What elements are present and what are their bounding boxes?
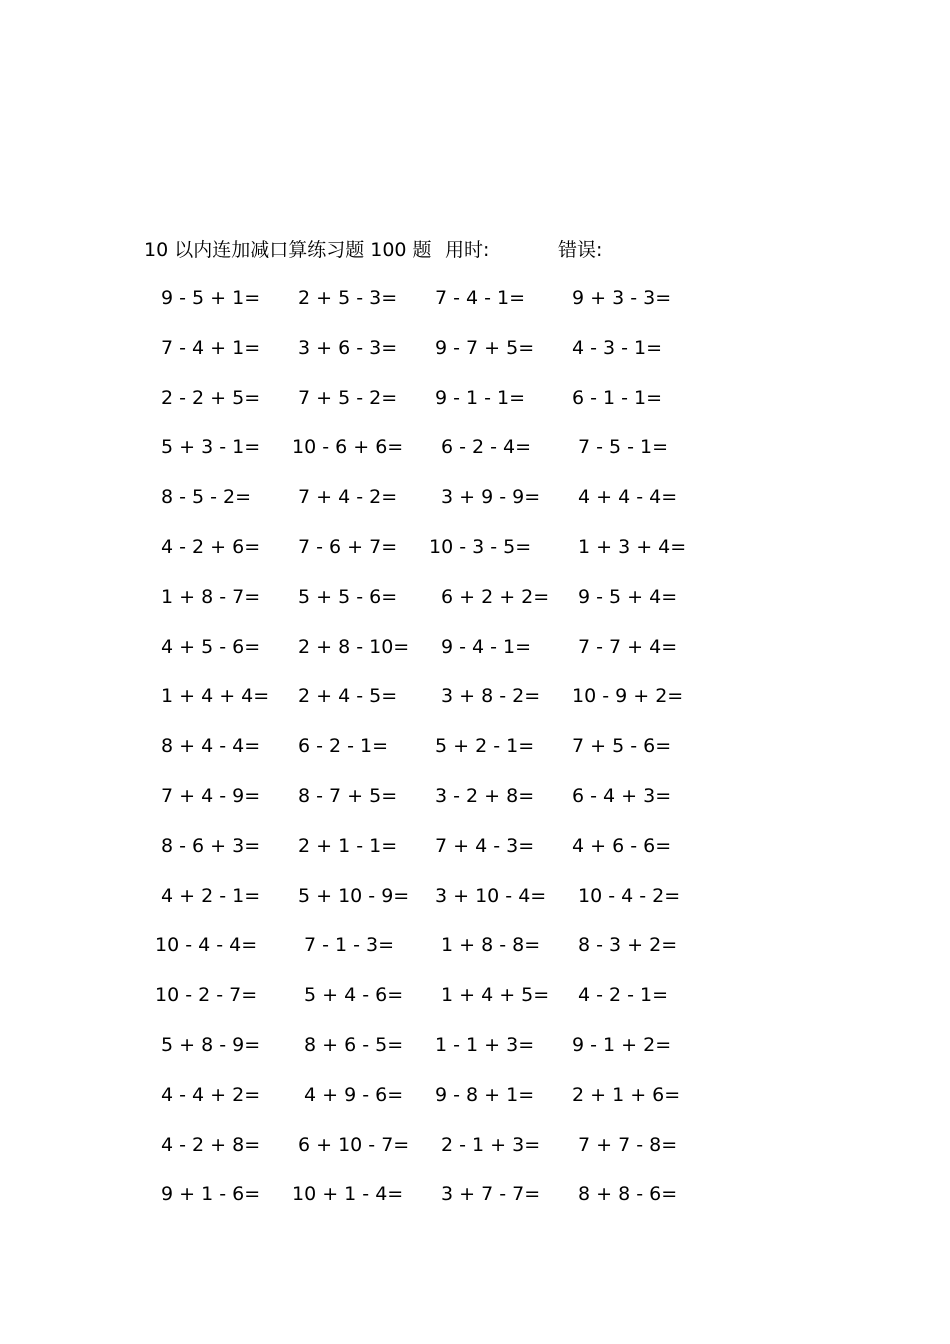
problem-row <box>0 384 950 434</box>
math-problem: 9 - 8 + 1= <box>435 1083 535 1106</box>
math-problem: 10 - 2 - 7= <box>155 984 258 1007</box>
math-problem: 7 + 4 - 3= <box>435 834 535 857</box>
math-problem: 7 - 7 + 4= <box>578 635 678 658</box>
math-problem: 8 - 6 + 3= <box>161 834 261 857</box>
math-problem: 9 - 7 + 5= <box>435 336 535 359</box>
math-problem: 4 - 2 - 1= <box>578 984 669 1007</box>
math-problem: 4 + 5 - 6= <box>161 635 261 658</box>
math-problem: 1 + 3 + 4= <box>578 535 687 558</box>
math-problem: 2 + 8 - 10= <box>298 635 410 658</box>
math-problem: 4 - 3 - 1= <box>572 336 663 359</box>
math-problem: 10 - 6 + 6= <box>292 436 404 459</box>
time-label: 用时: <box>445 239 490 261</box>
problem-row <box>0 334 950 384</box>
math-problem: 9 + 3 - 3= <box>572 287 672 309</box>
problem-row <box>0 981 950 1031</box>
math-problem: 3 + 9 - 9= <box>441 486 541 509</box>
problem-row <box>0 832 950 882</box>
math-problem: 6 + 2 + 2= <box>441 585 550 608</box>
problem-grid <box>0 284 950 1230</box>
problem-row <box>0 583 950 633</box>
math-problem: 8 + 8 - 6= <box>578 1183 678 1206</box>
math-problem: 5 + 5 - 6= <box>298 585 398 608</box>
math-problem: 5 + 8 - 9= <box>161 1033 261 1056</box>
math-problem: 7 - 5 - 1= <box>578 436 669 459</box>
math-problem: 1 + 8 - 8= <box>441 934 541 957</box>
math-problem: 6 - 2 - 4= <box>441 436 532 459</box>
math-problem: 9 - 1 + 2= <box>572 1033 672 1056</box>
math-problem: 8 - 3 + 2= <box>578 934 678 957</box>
math-problem: 8 - 5 - 2= <box>161 486 252 509</box>
math-problem: 7 + 4 - 2= <box>298 486 398 509</box>
worksheet-title: 10 以内连加减口算练习题 100 题 <box>144 239 432 261</box>
math-problem: 1 + 4 + 4= <box>161 685 270 708</box>
problem-row <box>0 483 950 533</box>
math-problem: 4 + 2 - 1= <box>161 884 261 907</box>
math-problem: 2 + 1 + 6= <box>572 1083 681 1106</box>
math-problem: 7 + 7 - 8= <box>578 1133 678 1156</box>
math-problem: 9 - 4 - 1= <box>441 635 532 658</box>
math-problem: 7 - 4 - 1= <box>435 287 526 309</box>
math-problem: 2 + 1 - 1= <box>298 834 398 857</box>
problem-row <box>0 533 950 583</box>
math-problem: 10 - 4 - 2= <box>578 884 681 907</box>
math-problem: 6 - 2 - 1= <box>298 735 389 758</box>
math-problem: 1 - 1 + 3= <box>435 1033 535 1056</box>
problem-row <box>0 1131 950 1181</box>
math-problem: 7 - 4 + 1= <box>161 336 261 359</box>
math-problem: 4 + 9 - 6= <box>304 1083 404 1106</box>
math-problem: 5 + 4 - 6= <box>304 984 404 1007</box>
math-problem: 7 - 1 - 3= <box>304 934 395 957</box>
problem-row <box>0 433 950 483</box>
math-problem: 10 + 1 - 4= <box>292 1183 404 1206</box>
math-problem: 2 - 1 + 3= <box>441 1133 541 1156</box>
problem-row <box>0 284 950 334</box>
math-problem: 2 - 2 + 5= <box>161 386 261 409</box>
math-problem: 7 + 4 - 9= <box>161 784 261 807</box>
math-problem: 10 - 3 - 5= <box>429 535 532 558</box>
problem-row <box>0 633 950 683</box>
math-problem: 10 - 4 - 4= <box>155 934 258 957</box>
math-problem: 7 - 6 + 7= <box>298 535 398 558</box>
problem-row <box>0 782 950 832</box>
problem-row <box>0 1031 950 1081</box>
math-problem: 8 + 6 - 5= <box>304 1033 404 1056</box>
math-problem: 1 + 4 + 5= <box>441 984 550 1007</box>
error-label: 错误: <box>558 239 603 261</box>
math-problem: 4 + 6 - 6= <box>572 834 672 857</box>
math-problem: 9 - 5 + 4= <box>578 585 678 608</box>
math-problem: 3 + 10 - 4= <box>435 884 547 907</box>
math-problem: 4 - 2 + 8= <box>161 1133 261 1156</box>
math-problem: 2 + 5 - 3= <box>298 287 398 309</box>
math-problem: 4 + 4 - 4= <box>578 486 678 509</box>
math-problem: 4 - 2 + 6= <box>161 535 261 558</box>
math-problem: 6 - 1 - 1= <box>572 386 663 409</box>
worksheet-header <box>0 236 950 264</box>
problem-row <box>0 732 950 782</box>
math-problem: 9 + 1 - 6= <box>161 1183 261 1206</box>
math-problem: 7 + 5 - 6= <box>572 735 672 758</box>
problem-row <box>0 1081 950 1131</box>
math-problem: 9 - 5 + 1= <box>161 287 261 309</box>
math-problem: 10 - 9 + 2= <box>572 685 684 708</box>
math-problem: 5 + 10 - 9= <box>298 884 410 907</box>
math-problem: 6 - 4 + 3= <box>572 784 672 807</box>
math-problem: 2 + 4 - 5= <box>298 685 398 708</box>
math-problem: 5 + 2 - 1= <box>435 735 535 758</box>
math-problem: 3 - 2 + 8= <box>435 784 535 807</box>
math-problem: 8 + 4 - 4= <box>161 735 261 758</box>
math-problem: 1 + 8 - 7= <box>161 585 261 608</box>
math-problem: 3 + 8 - 2= <box>441 685 541 708</box>
math-problem: 4 - 4 + 2= <box>161 1083 261 1106</box>
problem-row <box>0 882 950 932</box>
math-problem: 7 + 5 - 2= <box>298 386 398 409</box>
problem-row <box>0 931 950 981</box>
math-problem: 3 + 6 - 3= <box>298 336 398 359</box>
problem-row <box>0 1180 950 1230</box>
problem-row <box>0 682 950 732</box>
math-problem: 6 + 10 - 7= <box>298 1133 410 1156</box>
math-problem: 3 + 7 - 7= <box>441 1183 541 1206</box>
math-problem: 9 - 1 - 1= <box>435 386 526 409</box>
math-problem: 8 - 7 + 5= <box>298 784 398 807</box>
math-problem: 5 + 3 - 1= <box>161 436 261 459</box>
